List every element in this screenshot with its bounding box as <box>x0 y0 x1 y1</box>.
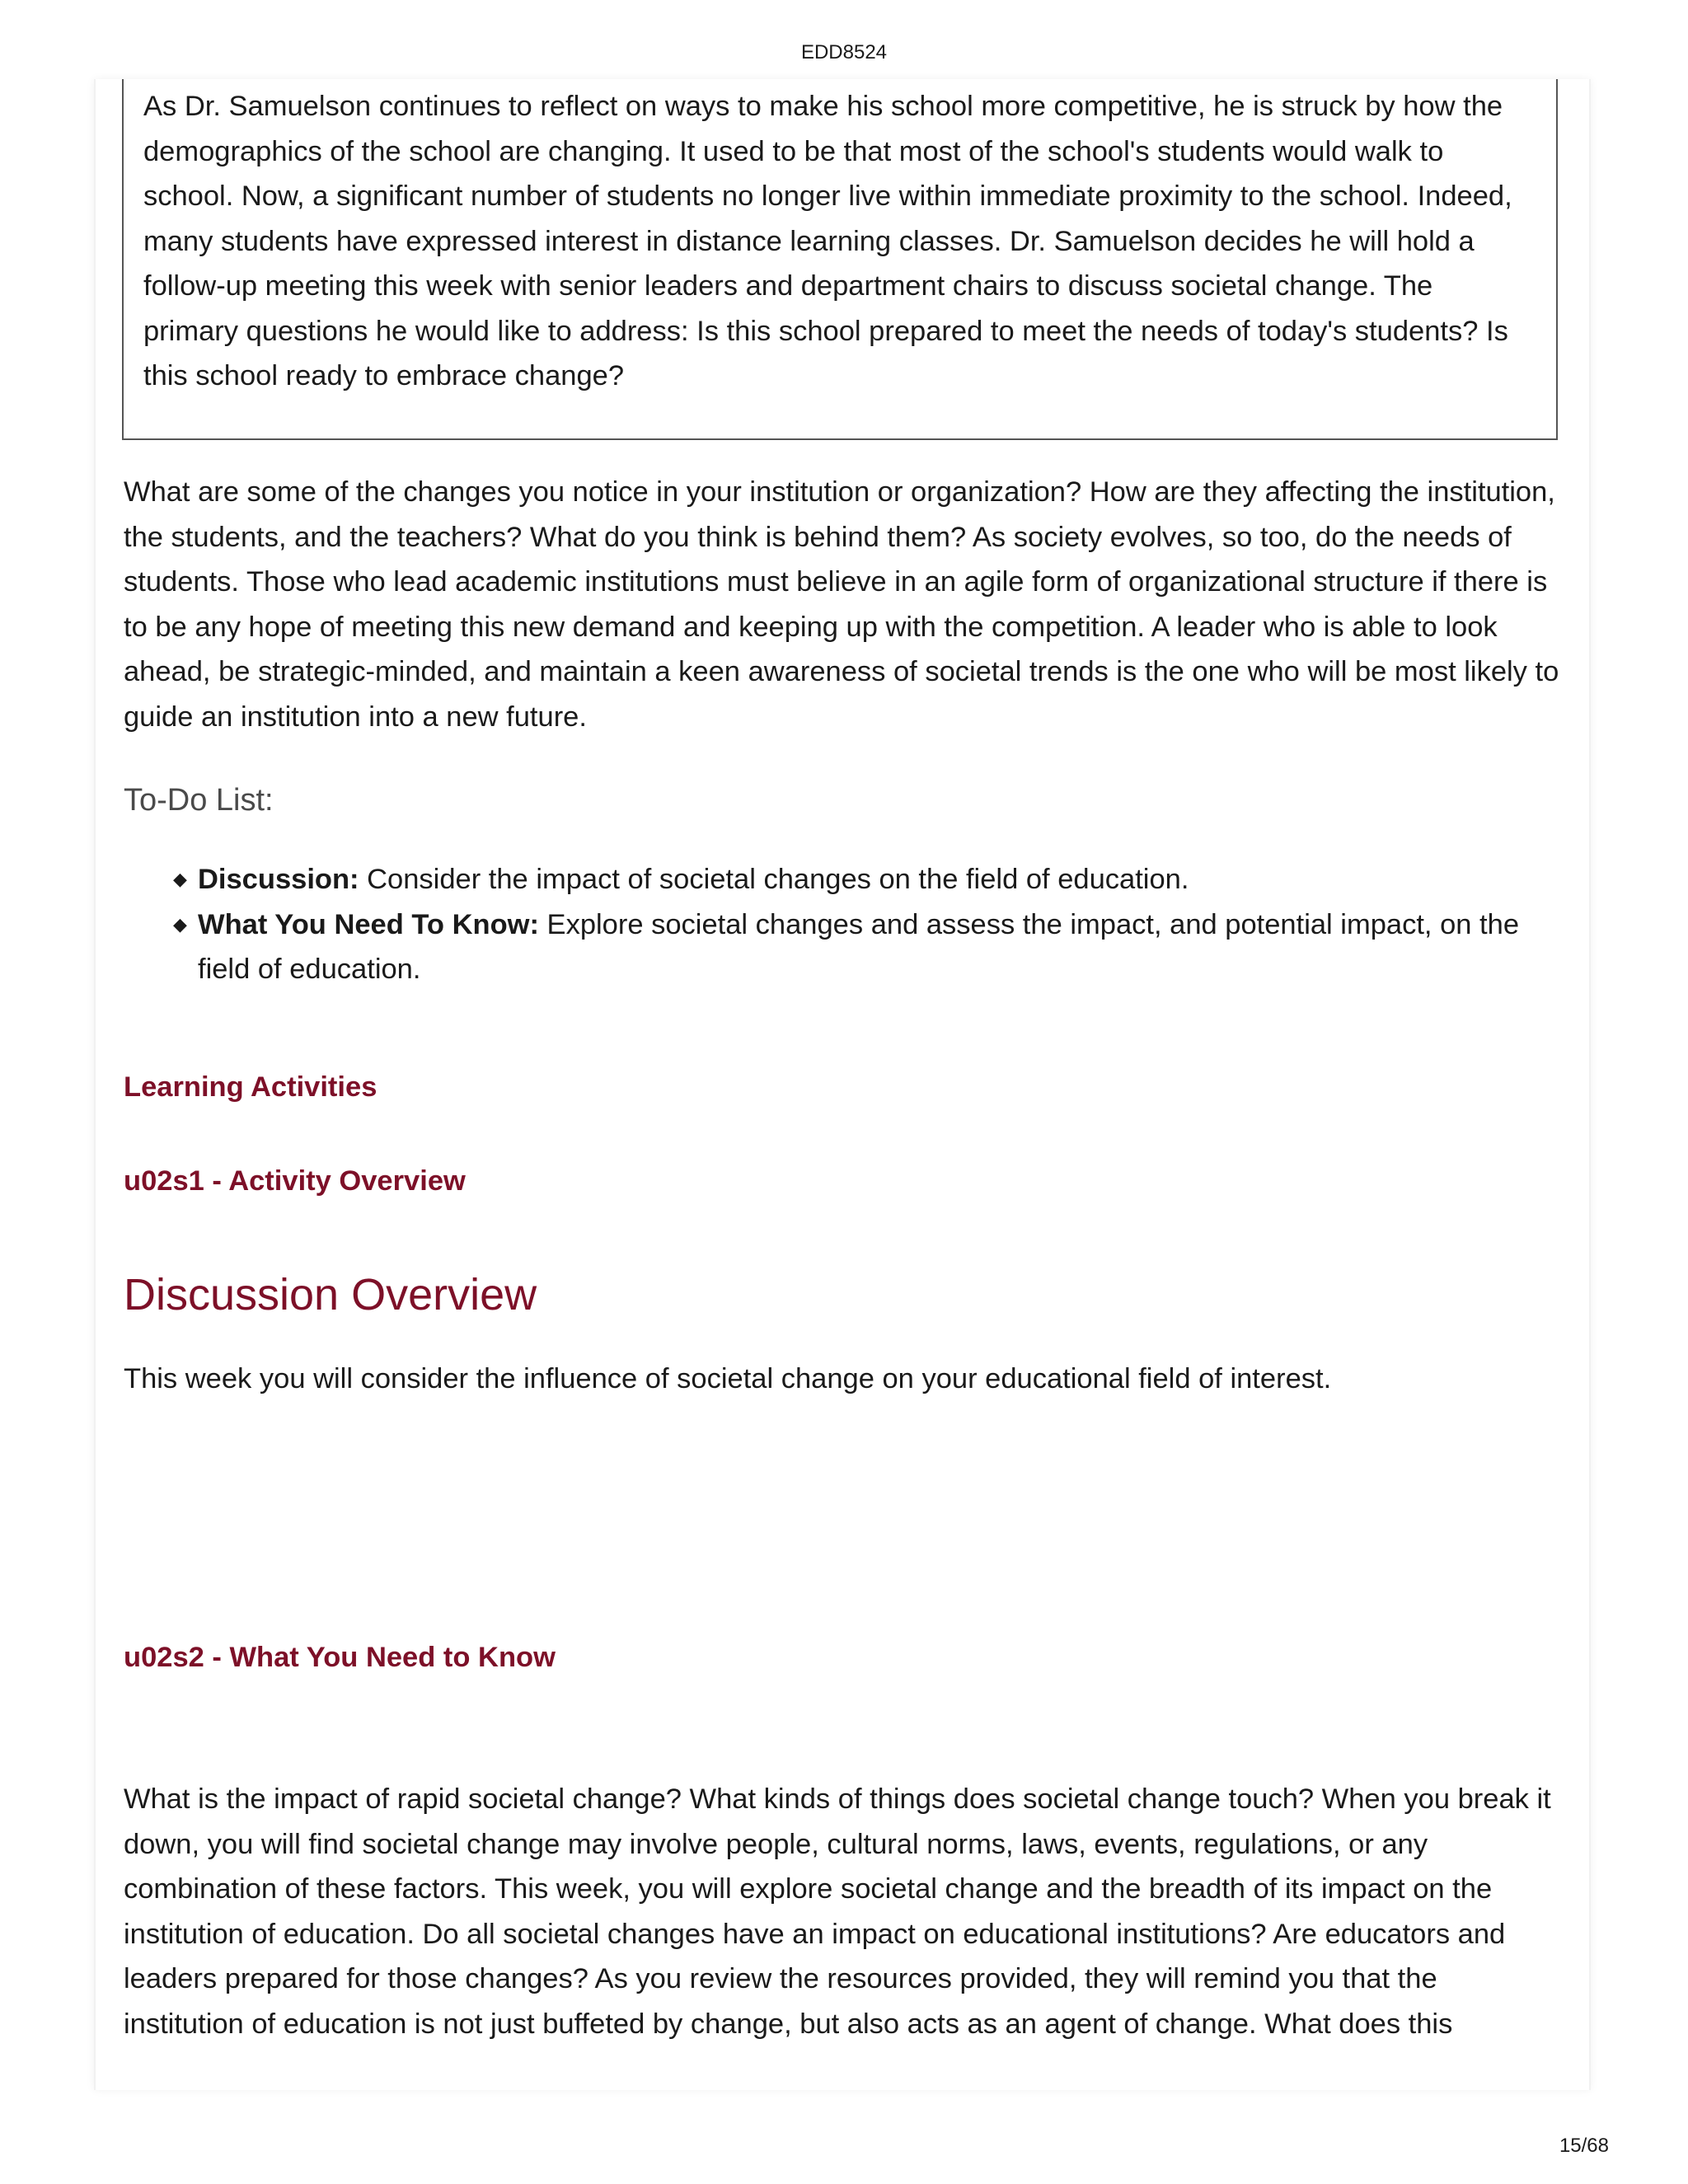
u02s2-heading: u02s2 - What You Need to Know <box>124 1642 556 1673</box>
todo-item-text: Explore societal changes and assess the impact, and potential impact, on the field of education. <box>198 908 1520 985</box>
discussion-overview-text: This week you will consider the influence of societal change on your educational field of interest. <box>124 1363 1332 1394</box>
todo-item-what-you-need-to-know <box>173 902 1533 992</box>
page-number: 15/68 <box>1559 2135 1609 2157</box>
todo-item-text: Consider the impact of societal changes on the field of education. <box>359 864 1189 895</box>
todo-list <box>173 857 1533 992</box>
case-scenario-box <box>122 79 1558 440</box>
what-you-need-to-know-text: What is the impact of rapid societal change? What kinds of things does societal change touch? When you break it down, you will find societal change may involve people, cultural norms, laws, events, regulations, or any combination of these factors. This week, you will explore societal change and the breadth of its impact on the institution of education. Do all societal changes have an impact on educational institutions? Are educators and leaders prepared for those changes? As you review the resources provided, they will remind you that the institution of education is not just buffeted by change, but also acts as an agent of change. What does this <box>124 1783 1551 2040</box>
course-code-header: EDD8524 <box>800 41 888 63</box>
intro-paragraph: What are some of the changes you notice in your institution or organization? How are they affecting the institution, the students, and the teachers? What do you think is behind them? As society evolves, so too, do the needs of students. Those who lead academic institutions must believe in an agile form of organizational structure if there is to be any hope of meeting this new demand and keeping up with the competition. A leader who is able to look ahead, be strategic-minded, and maintain a keen awareness of societal trends is the one who will be most likely to guide an institution into a new future. <box>124 476 1559 733</box>
todo-heading: To-Do List: <box>124 783 274 818</box>
todo-item-label: Discussion: <box>198 864 359 895</box>
case-scenario-text: As Dr. Samuelson continues to reflect on ways to make his school more competitive, he is struck by how the demographics of the school are changing. It used to be that most of the school's students would walk to school. Now, a significant number of students no longer live within immediate proximity to the school. Indeed, many students have expressed interest in distance learning classes. Dr. Samuelson decides he will hold a follow-up meeting this week with senior leaders and department chairs to discuss societal change. The primary questions he would like to address: Is this school prepared to meet the needs of today's students? Is this school ready to embrace change? <box>143 91 1512 391</box>
diamond-bullet-icon: ◆ <box>173 913 187 935</box>
discussion-overview-title: Discussion Overview <box>124 1270 537 1319</box>
todo-item-label: What You Need To Know: <box>198 908 539 940</box>
u02s1-heading: u02s1 - Activity Overview <box>124 1165 466 1197</box>
learning-activities-heading: Learning Activities <box>124 1071 377 1103</box>
diamond-bullet-icon: ◆ <box>173 869 187 889</box>
todo-item-discussion <box>173 857 1533 902</box>
